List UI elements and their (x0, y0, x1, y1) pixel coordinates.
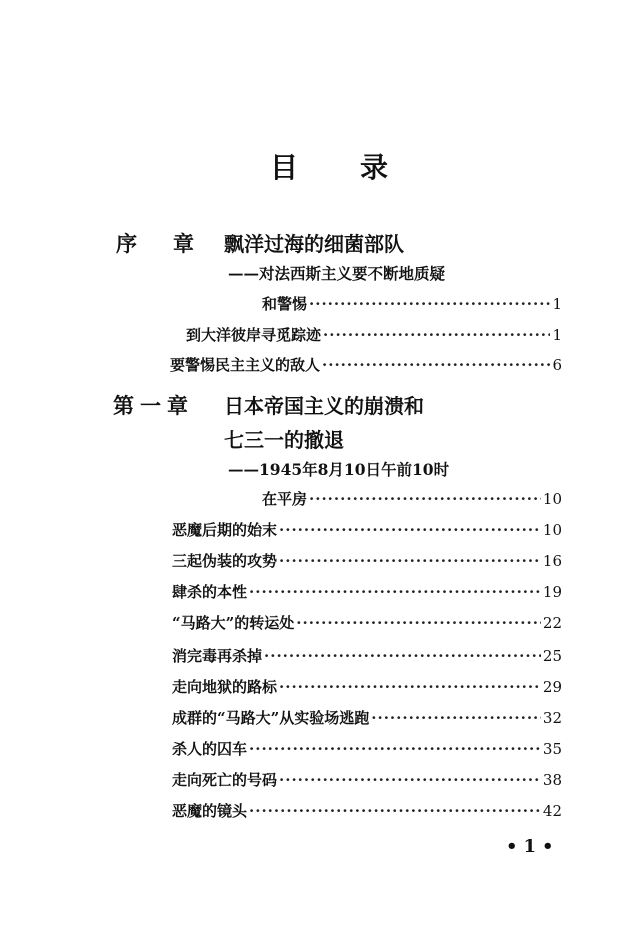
toc-page-number: 10 (542, 521, 562, 539)
toc-row-chapter1-subtitle[interactable] (262, 488, 562, 509)
prologue-label (116, 228, 194, 258)
title-char-2: 录 (360, 151, 389, 184)
toc-row[interactable] (172, 645, 562, 666)
prologue-label-b: 章 (173, 231, 194, 256)
leader-dots (323, 326, 550, 344)
chapter1-title-line2: 七三一的撤退 (224, 428, 344, 452)
toc-entry-text: 到大洋彼岸寻觅踪迹 (186, 326, 322, 344)
toc-entry-text: 消完毒再杀掉 (172, 647, 263, 665)
leader-dots (279, 521, 541, 539)
toc-page-number: 42 (542, 802, 562, 820)
toc-row[interactable] (172, 707, 562, 728)
toc-row[interactable] (172, 676, 562, 697)
toc-entry-text: 三起伪装的攻势 (172, 552, 278, 570)
leader-dots (309, 490, 541, 508)
chapter1-label: 第一章 (113, 393, 194, 418)
toc-page-number: 38 (542, 771, 562, 789)
leader-dots (249, 740, 541, 758)
toc-row[interactable] (170, 354, 562, 375)
leader-dots (279, 771, 541, 789)
leader-dots (249, 583, 541, 601)
title-char-1: 目 (270, 151, 299, 184)
leader-dots (264, 647, 541, 665)
prologue-title: 飘洋过海的细菌部队 (224, 232, 404, 256)
toc-entry-text: 恶魔的镜头 (172, 802, 248, 820)
toc-entry-text: 走向地狱的路标 (172, 678, 278, 696)
toc-entry-text: 成群的“马路大”从实验场逃跑 (172, 709, 370, 727)
toc-entry-text: 要警惕民主主义的敌人 (170, 356, 321, 374)
toc-row-prologue-subtitle[interactable] (262, 293, 562, 314)
toc-entry-text: 走向死亡的号码 (172, 771, 278, 789)
leader-dots (371, 709, 541, 727)
leader-dots (322, 356, 550, 374)
toc-page-number: 1 (552, 295, 562, 313)
toc-page-number: 32 (542, 709, 562, 727)
toc-row[interactable] (172, 738, 562, 759)
leader-dots (296, 614, 541, 632)
toc-page-number: 1 (552, 326, 562, 344)
chapter1-title-line1: 日本帝国主义的崩溃和 (224, 394, 424, 418)
toc-page-number: 10 (542, 490, 562, 508)
toc-entry-text: 恶魔后期的始末 (172, 521, 278, 539)
toc-page-number: 22 (542, 614, 562, 632)
chapter1-subtitle: ——1945年8月10日午前10时 (228, 460, 450, 479)
toc-row[interactable] (186, 324, 562, 345)
toc-entry-text: 在平房 (262, 490, 308, 508)
leader-dots (279, 678, 541, 696)
leader-dots (309, 295, 550, 313)
toc-entry-text: “马路大”的转运处 (172, 614, 295, 632)
toc-row[interactable] (172, 581, 562, 602)
toc-entry-text: 肆杀的本性 (172, 583, 248, 601)
toc-row[interactable] (172, 519, 562, 540)
page-folio: •1• (506, 836, 560, 857)
toc-page-number: 6 (552, 356, 562, 374)
toc-page-number: 19 (542, 583, 562, 601)
toc-page-number: 16 (542, 552, 562, 570)
toc-entry-text: 和警惕 (262, 295, 308, 313)
prologue-label-a: 序 (116, 231, 137, 256)
toc-row[interactable] (172, 612, 562, 633)
toc-row[interactable] (172, 550, 562, 571)
prologue-subtitle: ——对法西斯主义要不断地质疑 (228, 264, 446, 283)
leader-dots (279, 552, 541, 570)
leader-dots (249, 802, 541, 820)
toc-page-number: 35 (542, 740, 562, 758)
toc-row[interactable] (172, 800, 562, 821)
toc-row[interactable] (172, 769, 562, 790)
toc-page-number: 25 (542, 647, 562, 665)
toc-entry-text: 杀人的囚车 (172, 740, 248, 758)
toc-page-number: 29 (542, 678, 562, 696)
page-title (270, 146, 388, 186)
